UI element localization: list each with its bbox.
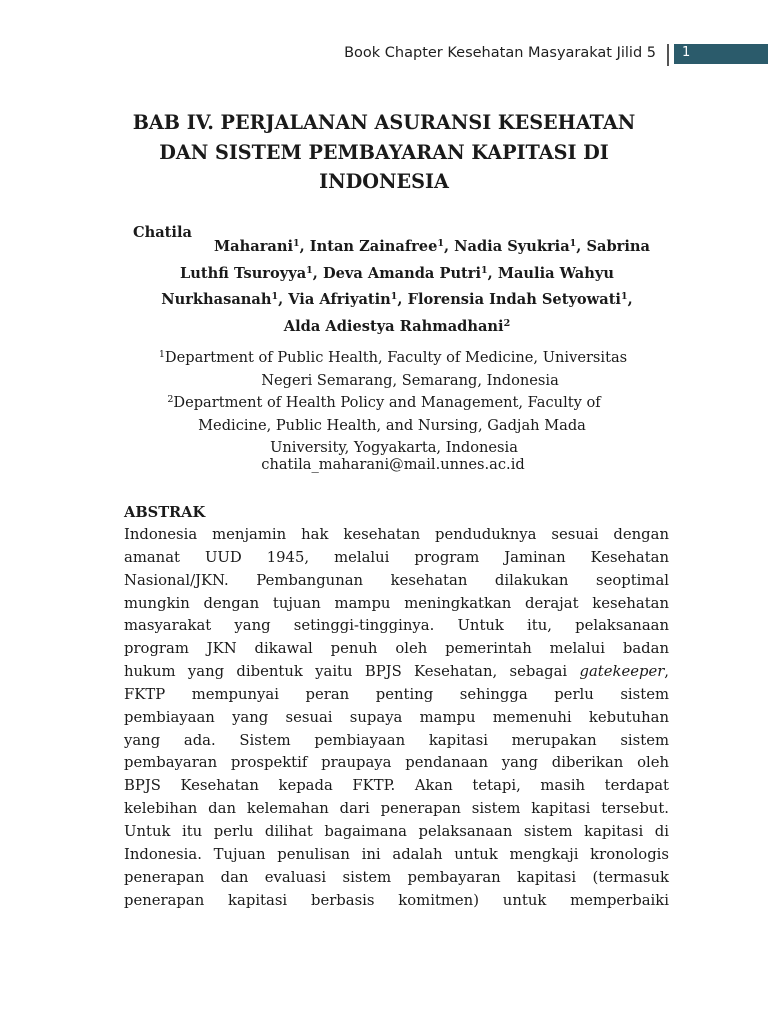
abstract-line: penerapan dan evaluasi sistem pembayaran kapitasi (termasuk xyxy=(124,868,669,886)
abstract-line: amanat UUD 1945, melalui program Jaminan Kesehatan xyxy=(124,548,669,566)
author-line xyxy=(128,259,666,286)
abstract-line: Nasional/JKN. Pembangunan kesehatan dilakukan seoptimal xyxy=(124,571,669,589)
author-name: , Nadia Syukria xyxy=(444,238,570,255)
affiliation-line: Medicine, Public Health, and Nursing, Gadjah Mada xyxy=(198,416,586,434)
abstract-line: penerapan kapitasi berbasis komitmen) untuk memperbaiki xyxy=(124,891,669,909)
author-sup: 1 xyxy=(390,291,398,302)
page-number-badge xyxy=(674,44,768,64)
author-name: , Deva Amanda Putri xyxy=(312,264,482,282)
abstract-line: yang ada. Sistem pembiayaan kapitasi merupakan sistem xyxy=(124,731,669,749)
abstract-line: Indonesia menjamin hak kesehatan penduduknya sesuai dengan xyxy=(124,526,669,543)
abstract-line: pembiayaan yang sesuai supaya mampu memenuhi kebutuhan xyxy=(124,708,669,726)
author-first-word: Chatila xyxy=(133,224,192,241)
author-sup: 1 xyxy=(271,291,279,302)
abstract-line: mungkin dengan tujuan mampu meningkatkan derajat kesehatan xyxy=(124,594,669,612)
author-line xyxy=(128,312,666,339)
affiliation-1 xyxy=(100,344,700,392)
abstract-line: pembayaran prospektif praupaya pendanaan yang diberikan oleh xyxy=(124,754,669,772)
affiliation-sup: 2 xyxy=(167,394,174,405)
title-line: INDONESIA xyxy=(319,170,449,193)
abstract-body xyxy=(124,524,669,912)
author-line xyxy=(128,285,666,312)
affiliation-line: Negeri Semarang, Semarang, Indonesia xyxy=(261,371,559,389)
affiliation-2 xyxy=(100,389,700,460)
abstract-line-text: hukum yang dibentuk yaitu BPJS Kesehatan, sebagai xyxy=(124,663,580,681)
italic-term: gatekeeper xyxy=(579,663,665,681)
abstract-line: kelebihan dan kelemahan dari penerapan sistem kapitasi tersebut. xyxy=(124,800,669,818)
author-name: , Sabrina xyxy=(576,238,650,255)
author-sup: 1 xyxy=(437,238,444,249)
abstract-line xyxy=(124,661,669,684)
author-name: , Florensia Indah Setyowati xyxy=(397,291,621,308)
header-title: Book Chapter Kesehatan Masyarakat Jilid 5 xyxy=(344,45,656,61)
author-name: Nurkhasanah xyxy=(161,291,272,308)
punctuation: , xyxy=(664,663,669,681)
author-sup: 1 xyxy=(293,238,300,249)
author-name: Alda Adiestya Rahmadhani xyxy=(283,317,504,335)
author-name: , Via Afriyatin xyxy=(278,291,391,308)
author-sup: 1 xyxy=(306,264,313,276)
author-list xyxy=(128,232,666,338)
author-line xyxy=(128,232,666,259)
affiliation-text: Department of Health Policy and Management, Faculty of xyxy=(173,394,601,411)
author-name: , xyxy=(627,291,633,308)
contact-email: chatila_maharani@mail.unnes.ac.id xyxy=(261,456,525,473)
abstract-line: FKTP mempunyai peran penting sehingga perlu sistem xyxy=(124,685,669,703)
abstract-line: masyarakat yang setinggi-tingginya. Untuk itu, pelaksanaan xyxy=(124,617,669,635)
author-sup: 2 xyxy=(503,317,511,329)
author-name: , Intan Zainafree xyxy=(299,238,438,255)
affiliation-line: University, Yogyakarta, Indonesia xyxy=(270,439,518,456)
author-sup: 1 xyxy=(620,291,628,302)
author-name: Luthfi Tsuroyya xyxy=(180,264,307,282)
author-sup: 1 xyxy=(481,264,488,276)
chapter-title xyxy=(130,108,638,197)
abstract-line: Untuk itu perlu dilihat bagaimana pelaksanaan sistem kapitasi di xyxy=(124,822,669,840)
title-line: BAB IV. PERJALANAN ASURANSI KESEHATAN xyxy=(132,111,636,134)
title-line: DAN SISTEM PEMBAYARAN KAPITASI DI xyxy=(159,140,609,164)
page-number: 1 xyxy=(682,45,691,60)
affiliation-text: Department of Public Health, Faculty of Medicine, Universitas xyxy=(164,349,628,366)
abstract-line: Indonesia. Tujuan penulisan ini adalah untuk mengkaji kronologis xyxy=(124,845,669,863)
abstract-line: BPJS Kesehatan kepada FKTP. Akan tetapi, masih terdapat xyxy=(124,777,669,795)
affiliation-line xyxy=(86,344,700,370)
affiliation-sup: 1 xyxy=(158,349,165,360)
author-name: Maharani xyxy=(214,238,293,255)
abstract-heading: ABSTRAK xyxy=(124,504,206,521)
header-separator xyxy=(667,44,669,66)
abstract-line: program JKN dikawal penuh oleh pemerintah melalui badan xyxy=(124,640,669,658)
page-header xyxy=(0,44,768,66)
author-sup: 1 xyxy=(569,238,577,249)
affiliation-line xyxy=(68,389,700,415)
author-name: , Maulia Wahyu xyxy=(487,264,614,282)
